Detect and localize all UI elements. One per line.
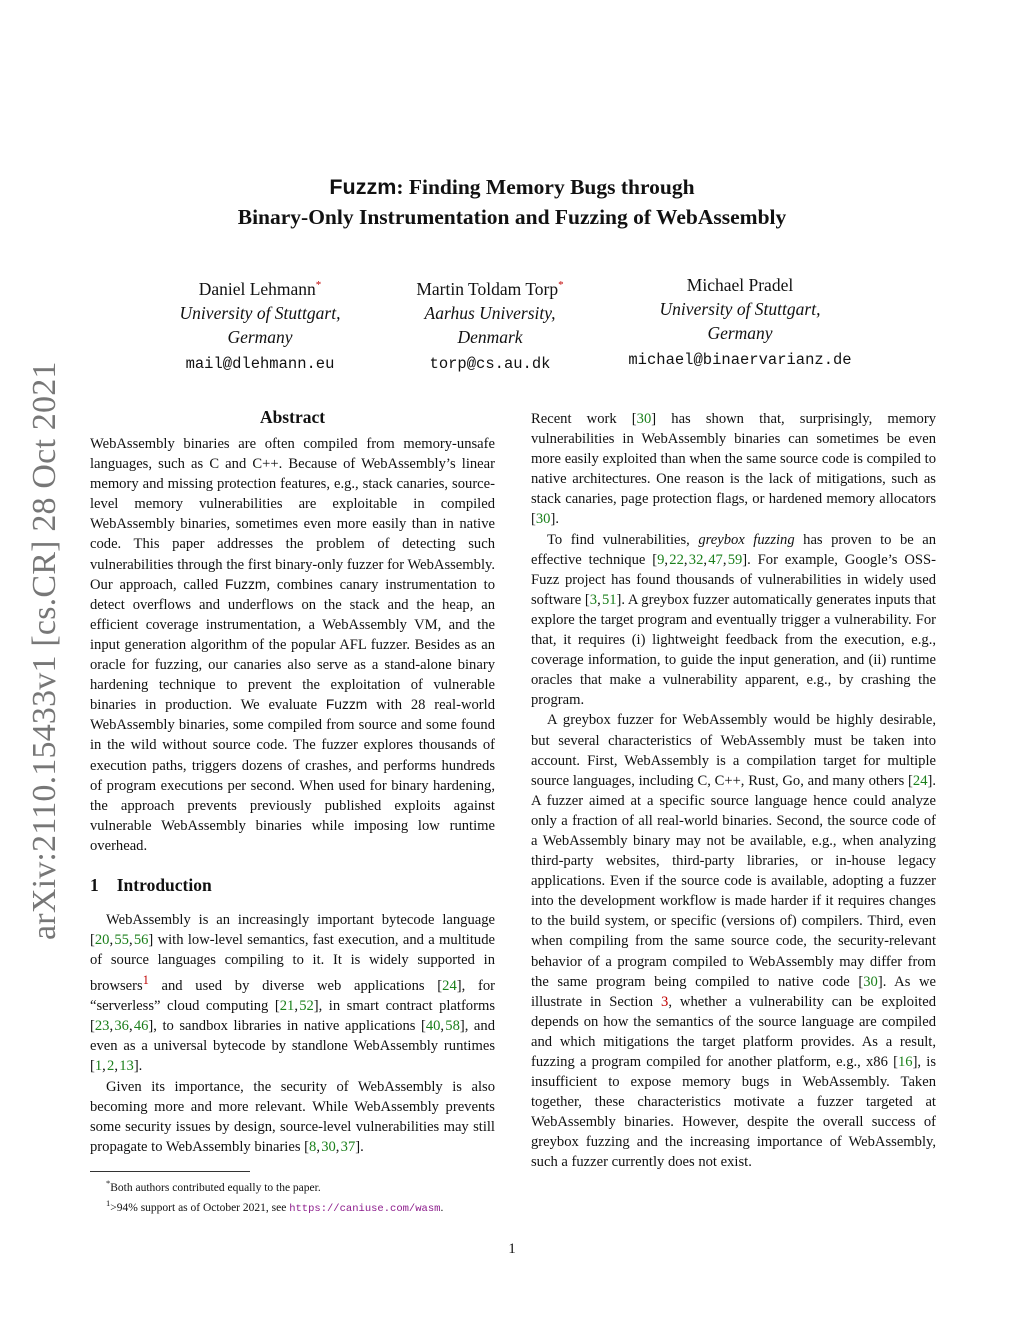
arxiv-identifier-stamp: arXiv:2110.15433v1 [cs.CR] 28 Oct 2021 xyxy=(26,361,63,940)
citation-link[interactable]: 56 xyxy=(133,932,149,949)
citation-link[interactable]: 2 xyxy=(107,1058,115,1075)
citation-link[interactable]: 16 xyxy=(897,1054,913,1070)
author-name: Daniel Lehmann* xyxy=(198,278,322,299)
citation-link[interactable]: 8 xyxy=(309,1138,317,1155)
citation-link[interactable]: 21 xyxy=(279,998,295,1015)
abstract-heading: Abstract xyxy=(259,407,326,427)
citation-link[interactable]: 47 xyxy=(708,551,723,568)
author-affiliation: Aarhus University, xyxy=(424,302,556,323)
citation-link[interactable]: 51 xyxy=(601,591,617,608)
author-block-3 xyxy=(590,273,890,372)
footnote-divider xyxy=(90,1171,250,1172)
citation-link[interactable]: 58 xyxy=(445,1018,460,1035)
footnote-url-link[interactable]: https://caniuse.com/wasm xyxy=(289,1203,441,1216)
body-paragraph-2: To find vulnerabilities, greybox fuzzing has proven to be an effective technique [9, 22, 32, 47, 59]. For example, Google’s OSS-Fuzz project has found thousands of vulnerabilities in widely used software [3, 51]. A greybox fuzzer automatically generates inputs that explore the target program and eventually trigger a vulnerability. For that, it requires (i) lightweight feedback from the execution, e.g., coverage information, to guide the input generation, and (ii) runtime oracles that make a vulnerability apparent, e.g., by crashing the program. xyxy=(531,531,937,709)
title-line-1: Fuzzm: Finding Memory Bugs through xyxy=(329,175,695,199)
citation-link[interactable]: 32 xyxy=(688,551,704,568)
author-affiliation: University of Stuttgart, xyxy=(179,302,341,323)
citation-link[interactable]: 37 xyxy=(340,1138,356,1155)
citation-link[interactable]: 9 xyxy=(657,551,665,568)
citation-link[interactable]: 3 xyxy=(589,591,598,608)
body-paragraph-1: Recent work [30] has shown that, surprisingly, memory vulnerabilities in WebAssembly binaries can sometimes be even more easily exploited than when the same source code is compiled to native architectures. One reason is the lack of mitigations, such as stack canaries, page protection flags, or hardened memory allocators [30]. xyxy=(531,411,937,528)
author-name: Michael Pradel xyxy=(686,275,794,295)
citation-link[interactable]: 24 xyxy=(442,978,457,995)
footnote-2: $^1$>94% support as of October 2021, see https://caniuse.com/wasm. xyxy=(106,1198,444,1216)
system-name: Fuzzm xyxy=(329,175,397,199)
footnote-marker[interactable]: 1 xyxy=(142,973,149,988)
footnote-1: *Both authors contributed equally to the paper. xyxy=(106,1178,321,1194)
citation-link[interactable]: 36 xyxy=(114,1018,129,1035)
citation-link[interactable]: 20 xyxy=(94,932,110,949)
citation-link[interactable]: 55 xyxy=(114,932,129,949)
right-column xyxy=(531,409,936,1173)
section-heading-introduction: 1 Introduction xyxy=(90,874,212,895)
citation-link[interactable]: 40 xyxy=(425,1018,441,1035)
author-email: michael@binaervarianz.de xyxy=(628,351,852,369)
citation-link[interactable]: 13 xyxy=(119,1058,134,1075)
citation-link[interactable]: 24 xyxy=(912,772,928,789)
author-name: Martin Toldam Torp* xyxy=(416,278,564,299)
author-affiliation: University of Stuttgart, xyxy=(659,299,821,319)
author-email: torp@cs.au.dk xyxy=(429,354,551,373)
citation-link[interactable]: 46 xyxy=(133,1018,149,1035)
citation-link[interactable]: 22 xyxy=(669,551,684,568)
abstract-text: WebAssembly binaries are often compiled from memory-unsafe languages, such as C and C++. Because of WebAssembly’s linear memory and missing protection features, e.g., stack canaries, source-level memory vulnerabilities are exploitable in compiled WebAssembly binaries, sometimes even more easily than in native code. This paper addresses the problem of detecting such vulnerabilities through the first binary-only fuzzer for WebAssembly. Our approach, called Fuzzm, combines canary instrumentation to detect overflows and underflows on the stack and the heap, an efficient coverage instrumentation, a WebAssembly VM, and the input generation algorithm of the popular AFL fuzzer. Besides as an oracle for fuzzing, our canaries also serve as a stand-alone binary hardening technique to prevent the exploitation of vulnerable binaries in production. We evaluate Fuzzm with 28 real-world WebAssembly binaries, some compiled from source and some found in the wild without source code. The fuzzer explores thousands of execution paths, triggers dozens of crashes, and performs hundreds of program executions per second. When used for binary hardening, the approach prevents previously published exploits against vulnerable WebAssembly binaries while imposing low runtime overhead. xyxy=(90,436,496,854)
author-country: Denmark xyxy=(457,326,523,347)
left-column xyxy=(90,406,495,1157)
paper-title xyxy=(0,172,1024,232)
footnotes xyxy=(90,1176,500,1218)
citation-link[interactable]: 30 xyxy=(636,411,652,427)
title-line-2: Binary-Only Instrumentation and Fuzzing of WebAssembly xyxy=(237,205,787,229)
author-country: Germany xyxy=(707,323,773,343)
citation-link[interactable]: 30 xyxy=(863,973,878,990)
citation-link[interactable]: 52 xyxy=(299,998,314,1015)
citation-link[interactable]: 23 xyxy=(94,1018,110,1035)
citation-link[interactable]: 30 xyxy=(321,1138,336,1155)
intro-paragraph-2: Given its importance, the security of WebAssembly is also becoming more and more relevant. While WebAssembly prevents some security issues by design, source-level vulnerabilities may still propagate to WebAssembly binaries [8, 30, 37]. xyxy=(90,1078,495,1155)
citation-link[interactable]: 59 xyxy=(727,551,743,568)
body-paragraph-3: A greybox fuzzer for WebAssembly would be highly desirable, but several characteristics of WebAssembly must be taken into account. First, WebAssembly is a compilation target for multiple source languages, including C, C++, Rust, Go, and many others [24]. A fuzzer aimed at a specific source language hence could analyze only a fraction of all real-world binaries. Second, the source code of a WebAssembly binary may not be available, e.g., when analyzing third-party websites, third-party libraries, or in-house legacy applications. Even if the source code is available, adopting a fuzzer into the development workflow is made harder if it requires changes to the build system, or specific (versions of) compilers. Third, even when compiling from the same source code, the security-relevant behavior of a program compiled to WebAssembly may differ from the same program being compiled to native code [30]. As we illustrate in Section 3, whether a vulnerability can be exploited depends on how the semantics of the source language are compiled and which mitigations the target platform provides. As a result, fuzzing a program compiled for another platform, e.g., x86 [16], is insufficient to expose memory bugs in WebAssembly. Taken together, these characteristics motivate a fuzzer targeted at WebAssembly binaries. However, despite the overall success of greybox fuzzing and the increasing importance of WebAssembly, such a fuzzer currently does not exist. xyxy=(531,712,937,1171)
section-link[interactable]: 3 xyxy=(661,993,669,1010)
citation-link[interactable]: 1 xyxy=(94,1058,103,1075)
intro-paragraph-1: WebAssembly is an increasingly important bytecode language [20, 55, 56] with low-level semantics, fast execution, and a multitude of source languages compiling to it. It is widely supported in browsers$^1$ and used by diverse web applications [24], for “serverless” cloud computing [21, 52], in smart contract platforms [23, 36, 46], to sandbox libraries in native applications [40, 58], and even as a universal bytecode by standlone WebAssembly runtimes [1, 2, 13]. xyxy=(90,911,495,1075)
author-email: mail@dlehmann.eu xyxy=(185,354,335,373)
author-country: Germany xyxy=(227,326,293,347)
page-number: 1 xyxy=(508,1241,516,1257)
citation-link[interactable]: 30 xyxy=(535,511,551,528)
